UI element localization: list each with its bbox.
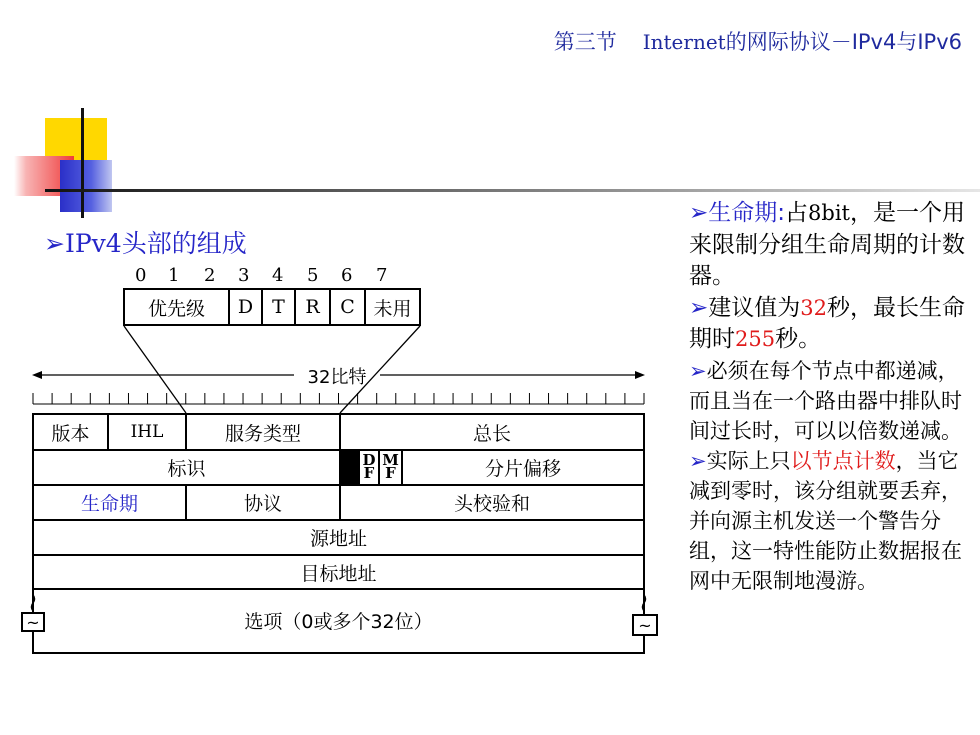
- flag-mf-m: M: [382, 451, 399, 469]
- bit-number: 1: [168, 265, 180, 286]
- field-source-address-label: 源地址: [309, 528, 367, 550]
- field-ttl-label: 生命期: [80, 493, 138, 515]
- note-suggest-3: 秒。: [775, 326, 822, 352]
- bit-number: 6: [341, 265, 353, 286]
- header-title-cn: 的网际协议－IPv4与IPv6: [725, 30, 962, 54]
- bit-number: 7: [376, 265, 388, 286]
- note-suggest-max: 255: [735, 327, 776, 351]
- note-ttl-body-1: 占: [785, 200, 809, 226]
- tilde-right: ~: [638, 615, 652, 635]
- note-actual-2: ，当它减到零时，该分组就要丢弃，并向源主机发送一个警告分组，这一特性能防止数据报在网中无限制地漫游。: [689, 448, 962, 593]
- field-checksum-label: 头校验和: [453, 493, 530, 515]
- field-dest-address: [32, 554, 645, 590]
- field-ihl-label: IHL: [130, 422, 164, 442]
- note-ttl-heading: 生命期:: [708, 200, 786, 226]
- arrowhead-right-icon: [635, 371, 645, 379]
- field-source-address: [32, 519, 645, 556]
- field-identification-label: 标识: [167, 458, 206, 480]
- tos-precedence-label: 优先级: [147, 297, 205, 320]
- note-actual: [689, 446, 965, 596]
- field-identification: [32, 449, 341, 486]
- note-ttl-body-2: ，是一个用来限制分组生命周期的计数器。: [689, 200, 965, 289]
- width-label: [294, 364, 380, 388]
- tilde-left: ~: [26, 612, 40, 632]
- note-arrow-icon: ➢: [689, 200, 709, 226]
- note-arrow-icon: ➢: [689, 294, 709, 321]
- note-suggest-value: 32: [800, 295, 828, 320]
- bit-ruler: [33, 393, 644, 404]
- field-version: [32, 413, 109, 451]
- tos-r-label: R: [305, 296, 320, 318]
- field-ttl: [32, 484, 187, 521]
- field-protocol: [185, 484, 341, 521]
- tos-unused-label: 未用: [373, 297, 412, 320]
- header-section: 第三节: [553, 30, 617, 54]
- field-tos: [185, 413, 341, 451]
- note-ttl: [689, 198, 965, 293]
- flag-df-d: D: [362, 451, 376, 469]
- note-ttl-bits: 8bit: [808, 201, 850, 225]
- field-dest-address-label: 目标地址: [300, 562, 377, 585]
- field-protocol-label: 协议: [243, 493, 282, 515]
- field-checksum: [339, 484, 645, 521]
- section-title-cn: 头部的组成: [121, 229, 247, 258]
- note-suggest-2: 秒，最长生命期时: [689, 294, 966, 352]
- note-suggest: [689, 293, 965, 356]
- flag-reserved-block: [341, 451, 358, 484]
- note-suggest-1: 建议值为: [708, 294, 801, 321]
- field-version-label: 版本: [51, 422, 90, 445]
- field-tos-label: 服务类型: [224, 422, 301, 445]
- note-actual-red: 以节点计数: [790, 448, 896, 473]
- tilde-box-right: [632, 614, 658, 636]
- flag-df: [358, 449, 380, 486]
- note-decrement-text: 必须在每个节点中都递减，而且当在一个路由器中排队时间过长时，可以以倍数递减。: [689, 358, 962, 443]
- notes-panel: [689, 198, 965, 596]
- flag-mf-f: F: [385, 464, 396, 482]
- note-arrow-icon: ➢: [689, 448, 707, 473]
- width-label-text: 32比特: [307, 367, 367, 388]
- note-decrement: [689, 356, 965, 446]
- header-title-en: Internet: [642, 30, 726, 54]
- field-ihl: [107, 413, 187, 451]
- field-fragment-offset-label: 分片偏移: [484, 458, 561, 480]
- note-actual-1: 实际上只: [706, 448, 791, 473]
- zoom-line-left: [124, 326, 186, 413]
- tos-d-label: D: [237, 296, 254, 318]
- field-total-length-label: 总长: [472, 422, 511, 445]
- bit-number: 4: [272, 265, 284, 286]
- bit-number: 0: [135, 265, 147, 286]
- tos-c-label: C: [340, 296, 355, 318]
- tos-t-label: T: [272, 296, 285, 318]
- field-options-label: 选项（0或多个32位）: [244, 610, 433, 633]
- note-arrow-icon: ➢: [689, 358, 707, 383]
- bit-number: 3: [238, 265, 250, 286]
- field-fragment-offset: [401, 449, 645, 486]
- bullet-arrow-icon: ➢: [44, 229, 65, 258]
- arrowhead-left-icon: [32, 371, 42, 379]
- bit-number: 5: [307, 265, 319, 286]
- flag-df-f: F: [363, 464, 375, 482]
- field-options: [32, 588, 645, 654]
- flag-mf: [378, 449, 403, 486]
- field-total-length: [339, 413, 645, 451]
- section-title-en: IPv4: [64, 229, 122, 258]
- tilde-box-left: [21, 612, 45, 632]
- bit-number: 2: [204, 265, 216, 286]
